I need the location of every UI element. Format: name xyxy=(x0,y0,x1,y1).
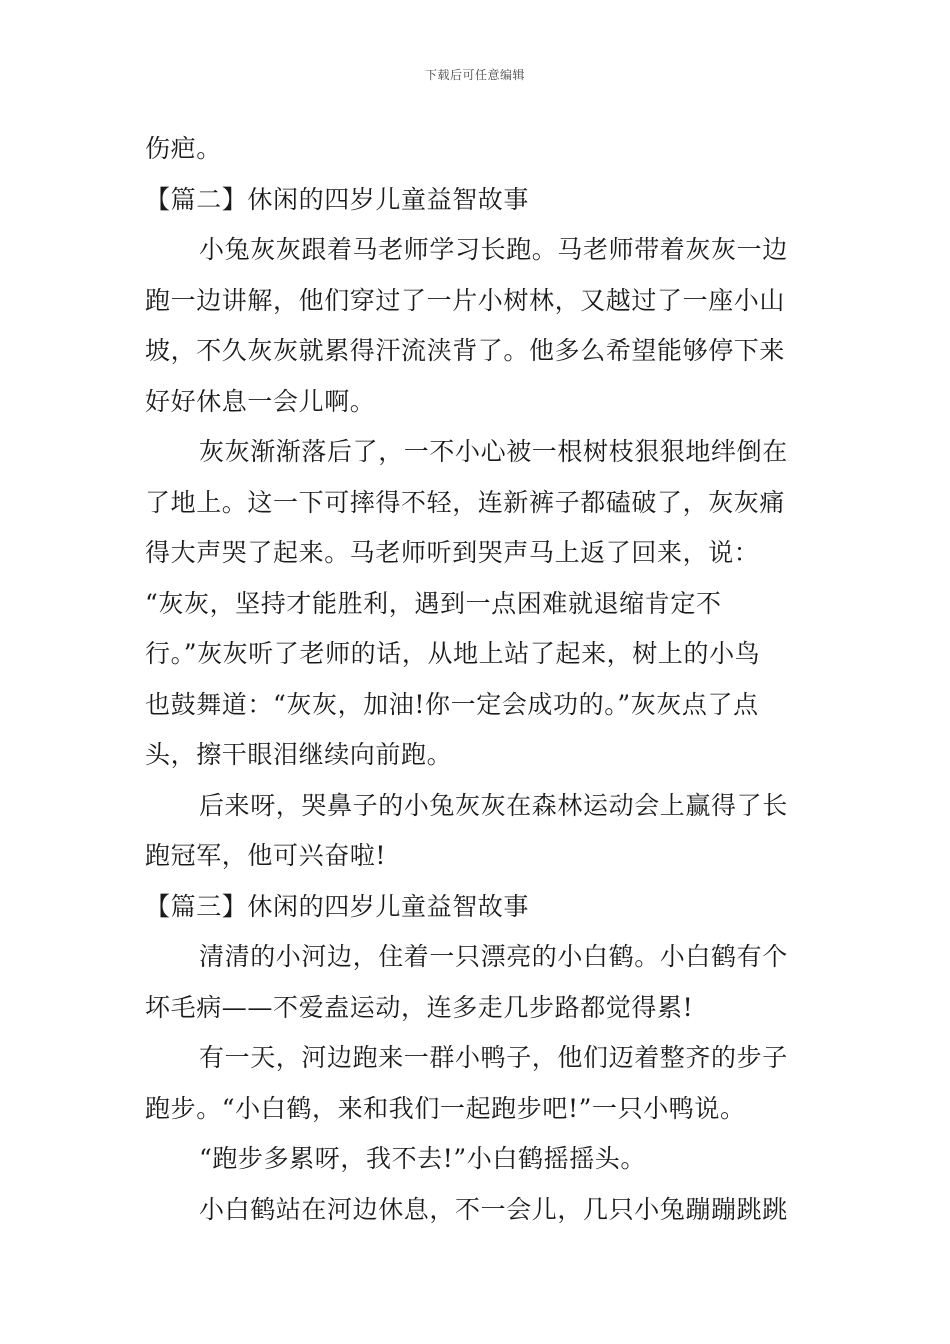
text-line-21: “跑步多累呀，我不去!”小白鹤摇摇头。 xyxy=(199,1144,647,1173)
text-line-8: 了地上。这一下可摔得不轻，连新裤子都磕破了，灰灰痛 xyxy=(145,487,786,517)
text-line-20: 跑步。“小白鹤，来和我们一起跑步吧!”一只小鸭说。 xyxy=(145,1093,746,1123)
text-line-3: 小兔灰灰跟着马老师学习长跑。马老师带着灰灰一边 xyxy=(199,235,788,264)
text-line-9: 得大声哭了起来。马老师听到哭声马上返了回来，说： xyxy=(145,538,760,567)
text-line-19: 有一天，河边跑来一群小鸭子，他们迈着整齐的步子 xyxy=(199,1043,788,1072)
text-line-14: 后来呀，哭鼻子的小兔灰灰在森林运动会上赢得了长 xyxy=(199,790,788,820)
text-line-13: 头，擦干眼泪继续向前跑。 xyxy=(145,740,453,769)
text-line-6: 好好休息一会儿啊。 xyxy=(145,386,376,416)
section-heading-2: 【篇二】休闲的四岁儿童益智故事 xyxy=(145,184,530,214)
text-line-12: 也鼓舞道：“灰灰，加油!你一定会成功的。”灰灰点了点 xyxy=(145,689,759,719)
text-line-18: 坏毛病——不爱盍运动，连多走几步路都觉得累! xyxy=(145,992,694,1022)
section-heading-3: 【篇三】休闲的四岁儿童益智故事 xyxy=(145,891,530,921)
text-line-22: 小白鹤站在河边休息，不一会儿，几只小兔蹦蹦跳跳 xyxy=(199,1194,788,1224)
page-header: 下载后可任意编辑 xyxy=(424,68,525,82)
text-line-17: 清清的小河边，住着一只漂亮的小白鹤。小白鹤有个 xyxy=(199,942,788,971)
text-line-1: 伤疤。 xyxy=(145,134,222,163)
text-line-15: 跑冠军，他可兴奋啦! xyxy=(145,841,387,870)
body-text xyxy=(145,124,810,1235)
text-line-7: 灰灰渐渐落后了，一不小心被一根树枝狠狠地绊倒在 xyxy=(199,437,788,466)
text-line-5: 坡，不久灰灰就累得汗流浃背了。他多么希望能够停下来 xyxy=(145,336,786,365)
text-line-4: 跑一边讲解，他们穿过了一片小树林，又越过了一座小山 xyxy=(145,285,786,315)
text-line-10: “灰灰，坚持才能胜利，遇到一点困难就退缩肯定不 xyxy=(145,588,722,618)
text-line-11: 行。”灰灰听了老师的话，从地上站了起来，树上的小鸟 xyxy=(145,639,761,668)
